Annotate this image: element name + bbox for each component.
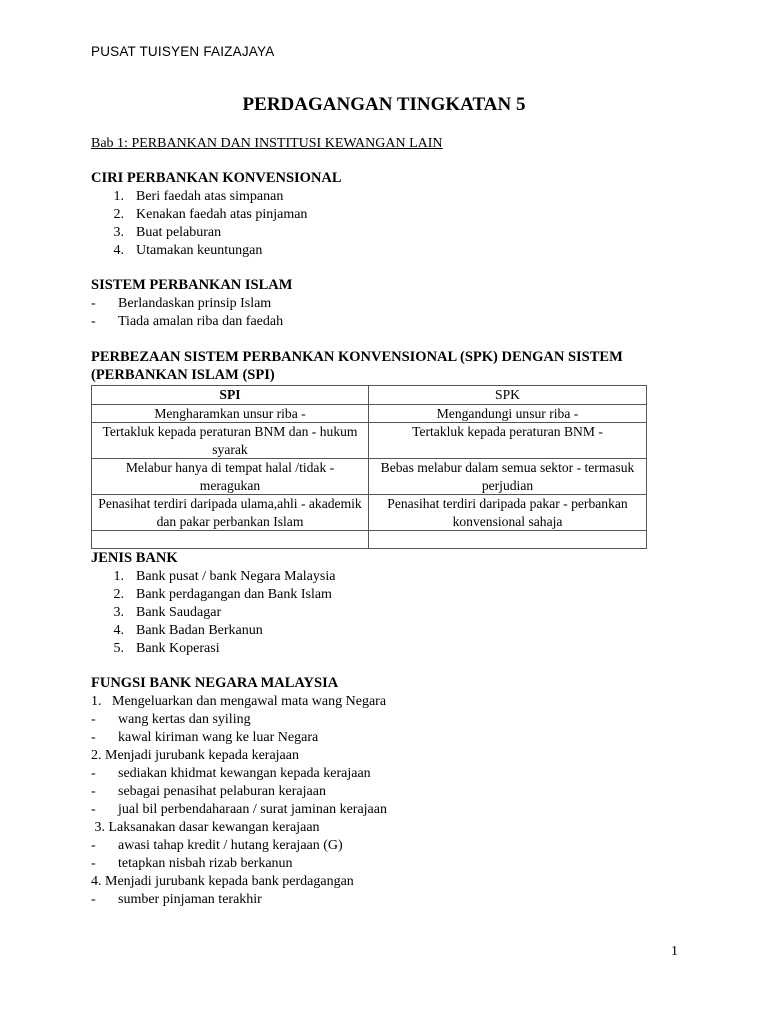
islam-list: - Berlandaskan prinsip Islam - Tiada amalan riba dan faedah [91, 296, 284, 329]
list-item: Tiada amalan riba dan faedah [118, 314, 284, 329]
section-heading-jenis: JENIS BANK [91, 550, 178, 566]
table-cell: Mengandungi unsur riba - [369, 404, 647, 423]
table-row [92, 404, 647, 423]
table-cell: Penasihat terdiri daripada ulama,ahli - akademik dan pakar perbankan Islam [92, 495, 369, 531]
section-heading-fungsi: FUNGSI BANK NEGARA MALAYSIA [91, 675, 339, 691]
table-cell: Mengharamkan unsur riba - [92, 404, 369, 423]
page-header: PUSAT TUISYEN FAIZAJAYA [91, 44, 275, 59]
list-item: Bank Koperasi [136, 641, 220, 656]
section-heading-perbezaan: PERBEZAAN SISTEM PERBANKAN KONVENSIONAL (SPK) DENGAN SISTEM (PERBANKAN ISLAM (SPI) [91, 349, 623, 383]
comparison-table [91, 385, 647, 549]
list-item: wang kertas dan syiling [118, 712, 251, 727]
page-title: PERDAGANGAN TINGKATAN 5 [242, 94, 526, 115]
table-cell: Bebas melabur dalam semua sektor - termasuk perjudian [369, 459, 647, 495]
fungsi-item-1: 1. Mengeluarkan dan mengawal mata wang Negara [91, 694, 387, 709]
table-header-spk: SPK [369, 386, 647, 405]
list-item: Berlandaskan prinsip Islam [118, 296, 272, 311]
table-row [92, 423, 647, 459]
table-header-spi: SPI [92, 386, 369, 405]
list-item: tetapkan nisbah rizab berkanun [118, 856, 293, 871]
fungsi-list: 1. Mengeluarkan dan mengawal mata wang Negara - wang kertas dan syiling - kawal kiriman wang ke luar Negara 2. Menjadi jurubank kepada kerajaan - sediakan khidmat kewangan kepada kerajaan - sebagai penasihat pelaburan kerajaan - jual bil perbendaharaan / surat jaminan kerajaan 3. Laksanakan dasar kewangan kerajaan - awasi tahap kredit / hutang kerajaan (G) - tetapkan nisbah rizab berkanun 4. Menjadi jurubank kepada bank perdagangan - sumber pinjaman terakhir [91, 694, 387, 907]
list-item: Utamakan keuntungan [136, 243, 263, 258]
list-item: Bank Saudagar [136, 605, 222, 620]
fungsi-item-4: 4. Menjadi jurubank kepada bank perdagangan [91, 874, 354, 889]
list-item: Kenakan faedah atas pinjaman [136, 207, 308, 222]
list-item: Bank Badan Berkanun [136, 623, 263, 638]
list-item: jual bil perbendaharaan / surat jaminan kerajaan [118, 802, 387, 817]
fungsi-item-2: 2. Menjadi jurubank kepada kerajaan [91, 748, 299, 763]
table-cell: Tertakluk kepada peraturan BNM - [369, 423, 647, 459]
list-item: Beri faedah atas simpanan [136, 189, 284, 204]
section-heading-islam: SISTEM PERBANKAN ISLAM [91, 277, 293, 293]
table-cell: Tertakluk kepada peraturan BNM dan - hukum syarak [92, 423, 369, 459]
list-item: sediakan khidmat kewangan kepada kerajaan [118, 766, 371, 781]
jenis-list: 1. Bank pusat / bank Negara Malaysia 2. Bank perdagangan dan Bank Islam 3. Bank Saudagar 4. Bank Badan Berkanun 5. Bank Koperasi [113, 569, 336, 656]
list-item: kawal kiriman wang ke luar Negara [118, 730, 319, 745]
table-row [92, 459, 647, 495]
list-item: Bank pusat / bank Negara Malaysia [136, 569, 336, 584]
list-item: awasi tahap kredit / hutang kerajaan (G) [118, 838, 343, 853]
chapter-heading: Bab 1: PERBANKAN DAN INSTITUSI KEWANGAN LAIN [91, 136, 443, 151]
page-number: 1 [671, 944, 678, 959]
list-item: Buat pelaburan [136, 225, 222, 240]
table-cell: Penasihat terdiri daripada pakar - perbankan konvensional sahaja [369, 495, 647, 531]
table-row [92, 531, 647, 549]
table-cell: Melabur hanya di tempat halal /tidak - meragukan [92, 459, 369, 495]
ciri-list: 1. Beri faedah atas simpanan 2. Kenakan faedah atas pinjaman 3. Buat pelaburan 4. Utamakan keuntungan [113, 189, 308, 258]
list-item: sumber pinjaman terakhir [118, 892, 262, 907]
list-item: sebagai penasihat pelaburan kerajaan [118, 784, 326, 799]
table-cell [369, 531, 647, 549]
section-heading-ciri: CIRI PERBANKAN KONVENSIONAL [91, 170, 342, 186]
table-cell [92, 531, 369, 549]
table-row [92, 495, 647, 531]
list-item: Bank perdagangan dan Bank Islam [136, 587, 332, 602]
fungsi-item-3: 3. Laksanakan dasar kewangan kerajaan [91, 820, 320, 835]
